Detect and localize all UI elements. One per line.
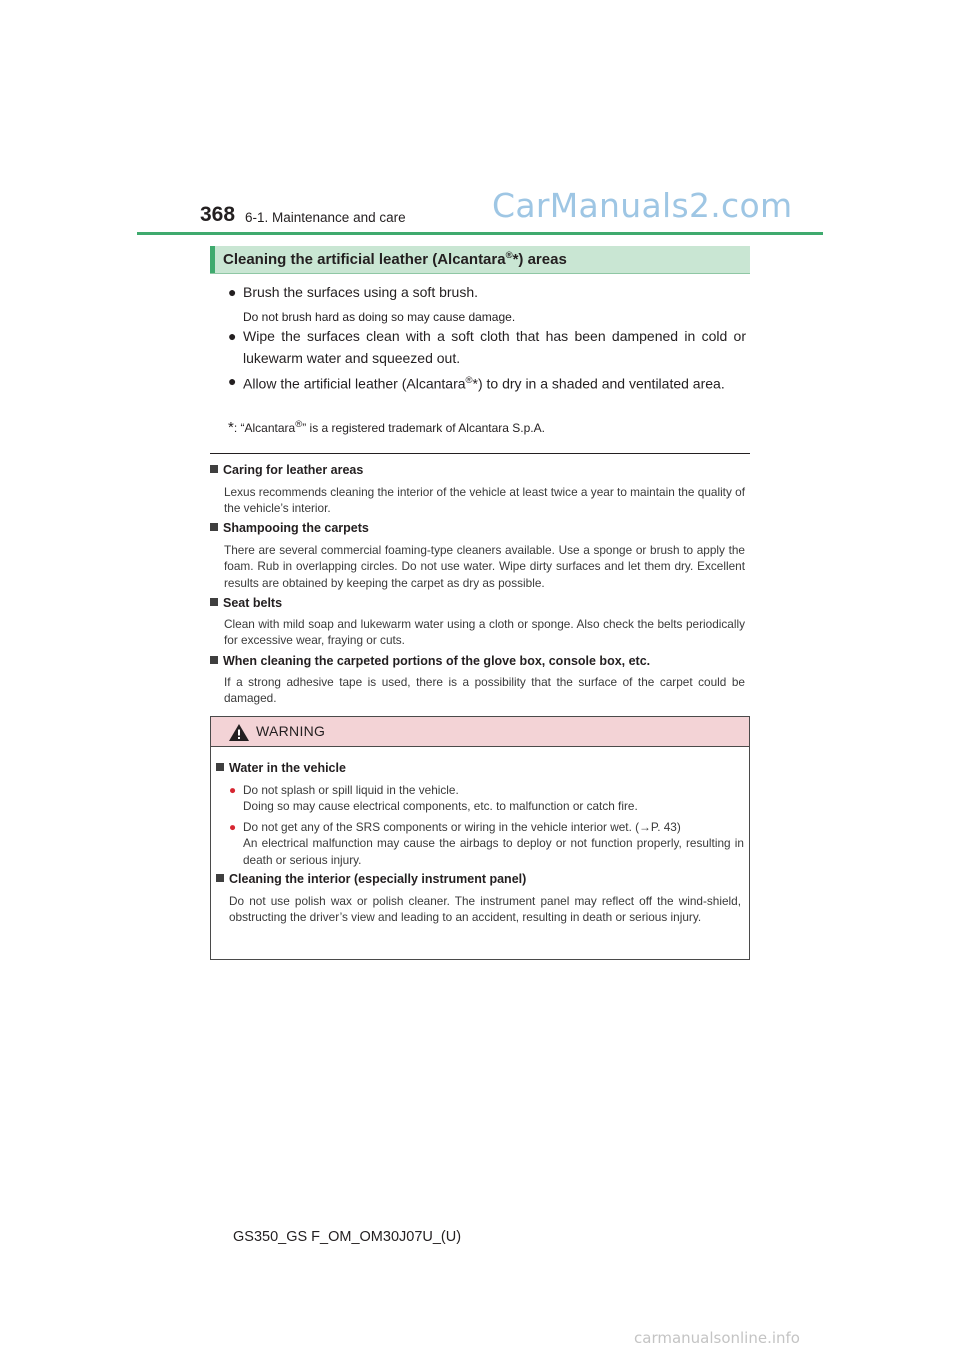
- bullet-item: ● Allow the artificial leather (Alcantara®*) to dry in a shaded and ventilated area.: [228, 370, 746, 395]
- warning-box: [210, 716, 750, 960]
- watermark-footer[interactable]: carmanualsonline.info: [634, 1329, 800, 1347]
- square-bullet-icon: [216, 763, 224, 771]
- warning-section-title: Cleaning the interior (especially instrument panel): [216, 872, 526, 886]
- footnote: *: “Alcantara®” is a registered trademark of Alcantara S.p.A.: [228, 419, 545, 436]
- info-body: Clean with mild soap and lukewarm water using a cloth or sponge. Also check the belts periodically for excessive wear, fraying or cuts.: [224, 617, 745, 648]
- bullet-dot-icon: ●: [228, 328, 237, 344]
- bullet-note: Do not brush hard as doing so may cause damage.: [243, 310, 516, 324]
- warning-bullet: ● Do not get any of the SRS components or wiring in the vehicle interior wet. (→P. 43) An electrical malfunction may cause the airbags to deploy or not function properly, resulting in death or serious injury.: [229, 820, 744, 867]
- info-body: Lexus recommends cleaning the interior of the vehicle at least twice a year to maintain the quality of the vehicle’s interior.: [224, 485, 745, 516]
- watermark-logo[interactable]: CarManuals2.com: [492, 186, 793, 225]
- bullet-dot-icon: ●: [228, 373, 237, 389]
- warning-bullet: ● Do not splash or spill liquid in the vehicle. Doing so may cause electrical components, etc. to malfunction or catch fire.: [229, 783, 638, 814]
- section-title: 6-1. Maintenance and care: [245, 210, 406, 225]
- info-body: If a strong adhesive tape is used, there is a possibility that the surface of the carpet could be damaged.: [224, 675, 745, 706]
- square-bullet-icon: [216, 874, 224, 882]
- warning-title: WARNING: [256, 723, 326, 739]
- square-bullet-icon: [210, 465, 218, 473]
- bullet-dot-icon: ●: [229, 783, 237, 797]
- header-rule: [137, 232, 823, 235]
- page-number: 368: [200, 203, 236, 226]
- bullet-item: ● Wipe the surfaces clean with a soft cloth that has been dampened in cold or lukewarm water and squeezed out.: [228, 325, 746, 369]
- warning-section-title: Water in the vehicle: [216, 761, 346, 775]
- bullet-dot-icon: ●: [229, 820, 237, 834]
- document-code: GS350_GS F_OM_OM30J07U_(U): [233, 1229, 462, 1245]
- section-heading-bar: [210, 246, 750, 274]
- info-title: Seat belts: [210, 596, 282, 610]
- warning-body: Do not use polish wax or polish cleaner. The instrument panel may reflect off the wind-shield, obstructing the driver’s view and leading to an accident, resulting in death or serious injury.: [229, 894, 741, 925]
- square-bullet-icon: [210, 656, 218, 664]
- info-title: Shampooing the carpets: [210, 521, 369, 535]
- warning-triangle-icon: [228, 723, 250, 742]
- section-heading: Cleaning the artificial leather (Alcantara®*) areas: [223, 250, 567, 268]
- square-bullet-icon: [210, 598, 218, 606]
- info-title: When cleaning the carpeted portions of the glove box, console box, etc.: [210, 654, 650, 668]
- bullet-item: ● Brush the surfaces using a soft brush.: [228, 281, 746, 303]
- section-divider: [210, 453, 750, 454]
- heading-accent: [210, 246, 215, 273]
- warning-header: [211, 717, 749, 747]
- info-title: Caring for leather areas: [210, 463, 363, 477]
- bullet-dot-icon: ●: [228, 284, 237, 300]
- square-bullet-icon: [210, 523, 218, 531]
- info-body: There are several commercial foaming-type cleaners available. Use a sponge or brush to apply the foam. Rub in overlapping circles. Do not use water. Wipe dirty surfaces and let them dry. Excellent results are obtained by keeping the carpet as dry as possible.: [224, 543, 745, 590]
